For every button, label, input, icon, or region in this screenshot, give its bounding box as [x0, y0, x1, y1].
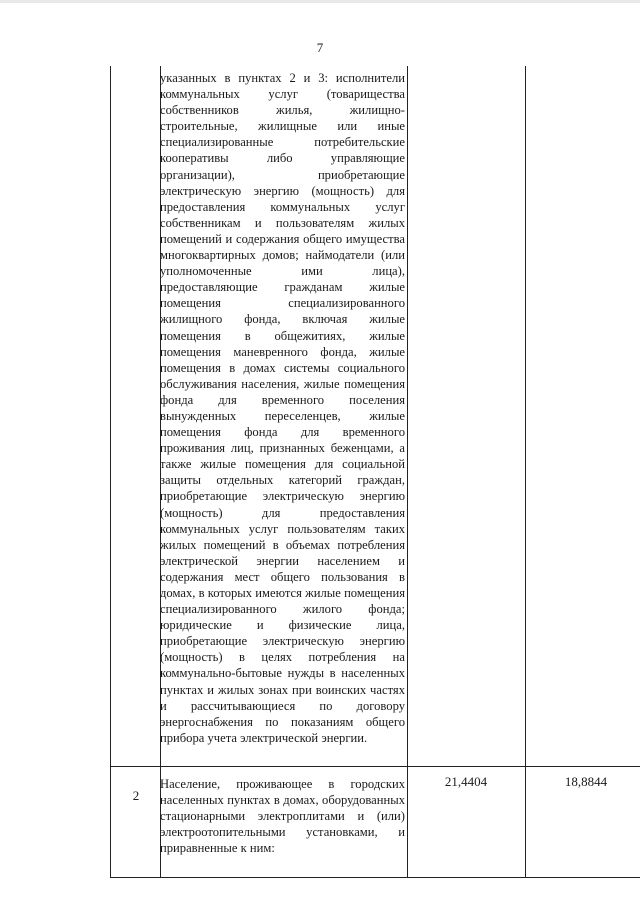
- row-description: Население, проживающее в городских населенных пунктах в домах, оборудованных стационарными электроплитами и (или) электроотопительными установками, и приравненные к ним:: [160, 777, 405, 856]
- scan-edge: [0, 0, 640, 3]
- row-value-1: 21,4404: [444, 774, 488, 789]
- continuation-description: указанных в пунктах 2 и 3: исполнители коммунальных услуг (товарищества собственников жилья, жилищно-строительные, жилищные или иные специализированные потребительские кооперативы либо управляющие организации), приобретающие электрическую энергию (мощность) для предоставления коммунальных услуг собственникам и пользователям жилых помещений и содержания общего имущества многоквартирных домов; наймодатели (или уполномоченные ими лица), предоставляющие гражданам жилые помещения специализированного жилищного фонда, включая жилые помещения в общежитиях, жилые помещения маневренного фонда, жилые помещения в домах системы социального обслуживания населения, жилые помещения фонда для временного поселения вынужденных переселенцев, жилые помещения фонда для временного проживания лиц, признанных беженцами, а также жилые помещения для социальной защиты отдельных категорий граждан, приобретающие электрическую энергию (мощность) для предоставления коммунальных услуг пользователям таких жилых помещений в объемах потребления электрической энергии населением и содержания мест общего пользования в домах, в которых имеются жилые помещения специализированного жилого фонда; юридические и физические лица, приобретающие электрическую энергию (мощность) в целях потребления на коммунально-бытовые нужды в населенных пунктах и жилых зонах при воинских частях и рассчитывающиеся по договору энергоснабжения по показаниям общего прибора учета электрической энергии.: [160, 71, 405, 745]
- tariff-table: [110, 66, 640, 878]
- row-value-2: 18,8844: [564, 774, 608, 789]
- row-number: 2: [132, 788, 140, 803]
- column-divider-3: [525, 66, 526, 877]
- page-number: 7: [316, 40, 324, 55]
- column-divider-2: [407, 66, 408, 877]
- row-divider: [111, 766, 640, 767]
